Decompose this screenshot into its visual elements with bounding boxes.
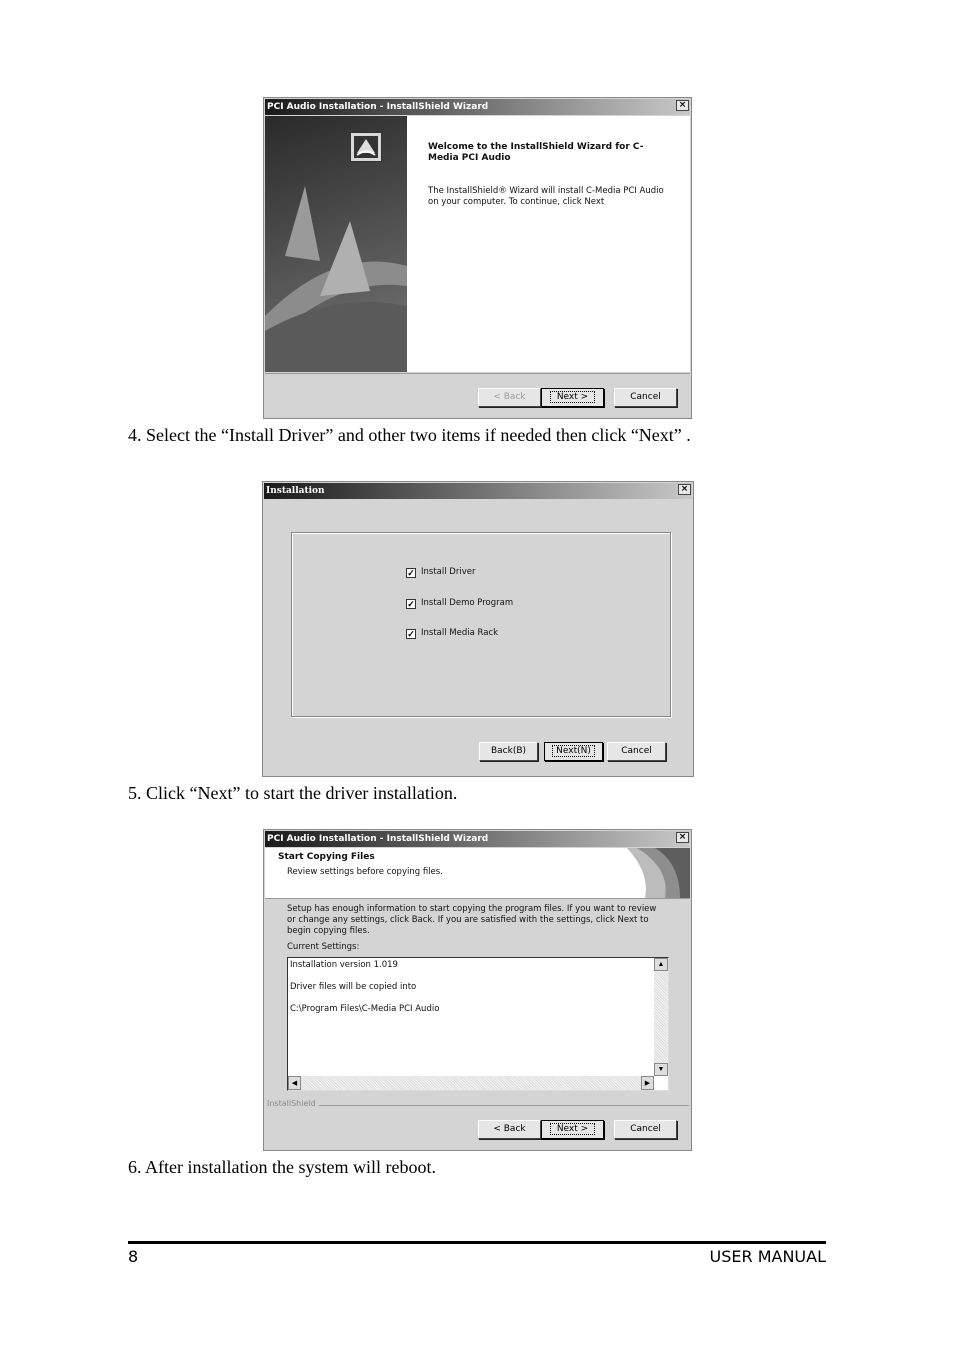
installer-icon bbox=[350, 132, 382, 162]
step-5-text: 5. Click “Next” to start the driver installation. bbox=[128, 783, 458, 803]
welcome-dialog bbox=[263, 97, 692, 419]
step-6-text: 6. After installation the system will reboot. bbox=[128, 1157, 436, 1177]
next-button[interactable] bbox=[541, 388, 604, 407]
install-media-rack-label: Install Media Rack bbox=[421, 628, 499, 638]
cancel-button[interactable]: Cancel bbox=[614, 388, 677, 407]
scroll-left-icon[interactable]: ◀ bbox=[288, 1076, 301, 1090]
welcome-dialog-title: PCI Audio Installation - InstallShield Wizard bbox=[265, 99, 690, 115]
welcome-content bbox=[407, 116, 690, 372]
page-number: 8 bbox=[128, 1247, 139, 1266]
wizard-banner-graphic bbox=[595, 848, 690, 898]
welcome-heading: Welcome to the InstallShield Wizard for C-Media PCI Audio bbox=[428, 142, 644, 163]
settings-line-1: Installation version 1.019 bbox=[290, 960, 398, 970]
current-settings-label: Current Settings: bbox=[287, 942, 360, 952]
copying-files-dialog bbox=[263, 829, 692, 1151]
settings-line-2: Driver files will be copied into bbox=[290, 982, 417, 992]
installation-dialog bbox=[262, 481, 694, 777]
scroll-right-icon[interactable]: ▶ bbox=[641, 1076, 654, 1090]
welcome-body: The InstallShield® Wizard will install C-Media PCI Audio on your computer. To continue, click Next bbox=[428, 186, 664, 207]
back-button[interactable]: < Back bbox=[478, 388, 541, 407]
cancel-button[interactable]: Cancel bbox=[614, 1120, 677, 1139]
header-subheading: Review settings before copying files. bbox=[287, 867, 443, 877]
next-button-label: Next(N) bbox=[553, 746, 594, 756]
copying-files-dialog-title: PCI Audio Installation - InstallShield Wizard bbox=[265, 831, 690, 847]
header-heading: Start Copying Files bbox=[278, 852, 375, 862]
next-button-label: Next > bbox=[551, 392, 594, 402]
wizard-graphic bbox=[265, 116, 407, 372]
next-button-label: Next > bbox=[551, 1124, 594, 1134]
installshield-brand: InstallShield bbox=[267, 1099, 316, 1108]
step-4-text: 4. Select the “Install Driver” and other two items if needed then click “Next” . bbox=[128, 425, 691, 445]
install-driver-label: Install Driver bbox=[421, 567, 476, 577]
install-media-rack-checkbox[interactable]: ✓ bbox=[407, 629, 415, 639]
scroll-up-icon[interactable]: ▲ bbox=[654, 958, 668, 971]
separator bbox=[265, 373, 690, 374]
install-demo-program-checkbox[interactable]: ✓ bbox=[407, 599, 415, 609]
installation-dialog-title: Installation bbox=[264, 483, 692, 499]
settings-line-3: C:\Program Files\C-Media PCI Audio bbox=[290, 1004, 440, 1014]
close-icon[interactable]: × bbox=[676, 100, 689, 111]
close-icon[interactable]: × bbox=[678, 484, 691, 495]
cancel-button[interactable]: Cancel bbox=[607, 742, 666, 761]
close-icon[interactable]: × bbox=[676, 832, 689, 843]
back-button[interactable]: Back(B) bbox=[479, 742, 538, 761]
options-group bbox=[291, 532, 671, 717]
manual-label: USER MANUAL bbox=[709, 1247, 826, 1266]
vertical-scrollbar[interactable] bbox=[654, 958, 668, 1076]
install-demo-program-label: Install Demo Program bbox=[421, 598, 514, 608]
header-panel bbox=[265, 848, 690, 899]
footer-rule bbox=[128, 1241, 826, 1244]
instructions-text: Setup has enough information to start copying the program files. If you want to review or change any settings, click Back. If you are satisfied with the settings, click Next to begin copying files. bbox=[287, 904, 657, 936]
scroll-down-icon[interactable]: ▼ bbox=[654, 1063, 668, 1076]
settings-textbox[interactable] bbox=[287, 957, 669, 1091]
next-button[interactable] bbox=[541, 1120, 604, 1139]
install-driver-checkbox[interactable]: ✓ bbox=[407, 568, 415, 578]
separator bbox=[319, 1105, 689, 1106]
horizontal-scrollbar[interactable] bbox=[288, 1076, 654, 1090]
next-button[interactable] bbox=[544, 742, 603, 761]
back-button[interactable]: < Back bbox=[478, 1120, 541, 1139]
